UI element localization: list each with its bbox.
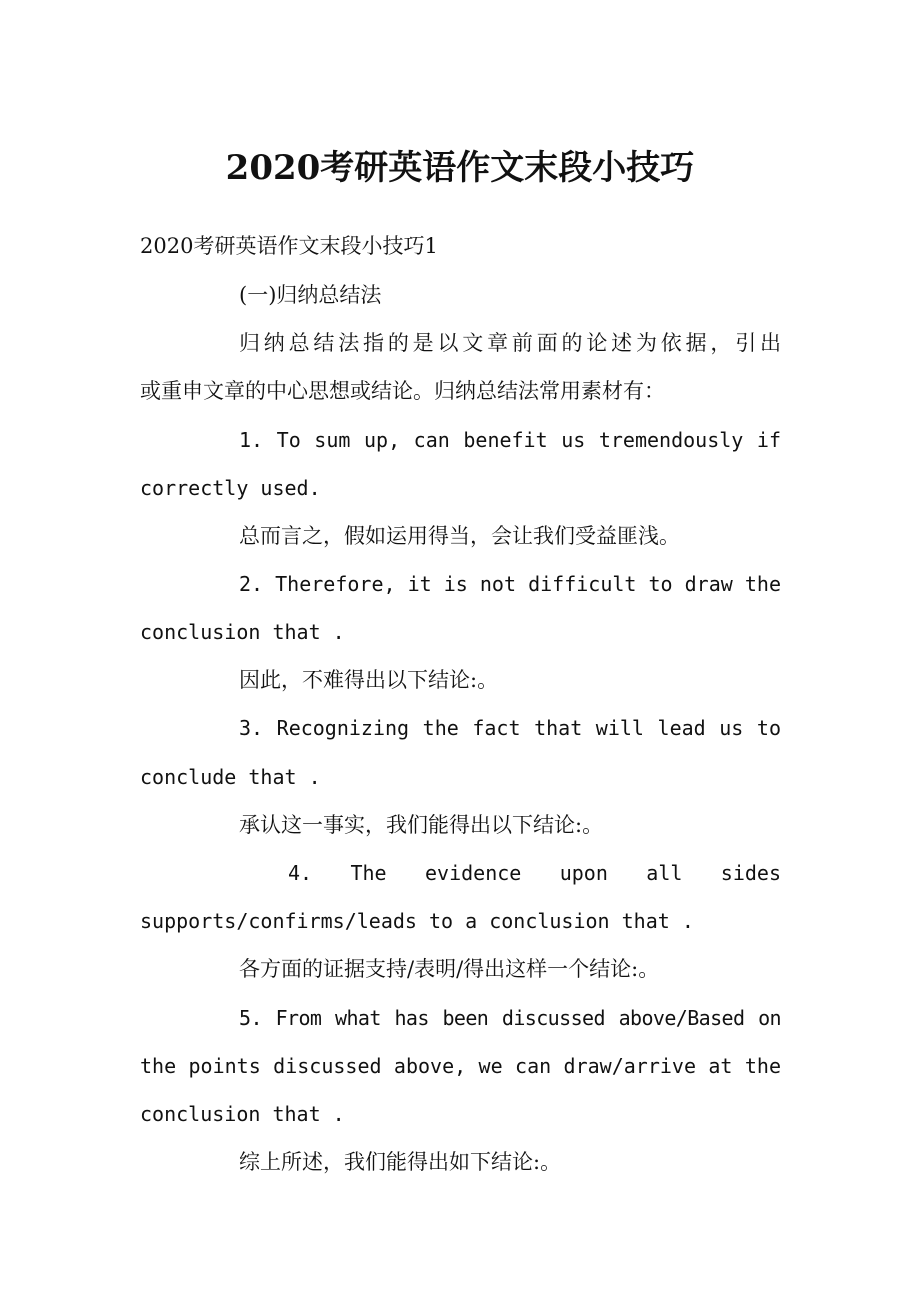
item-1-en-line-1: 1. To sum up, can benefit us tremendously if: [239, 428, 781, 452]
item-3-en-line-1: 3. Recognizing the fact that will lead us to: [239, 716, 781, 740]
item-3-zh: 承认这一事实，我们能得出以下结论:。: [239, 813, 604, 837]
item-2-zh: 因此，不难得出以下结论:。: [239, 668, 499, 692]
item-5-en-line-2: the points discussed above, we can draw/arrive at the: [140, 1054, 781, 1078]
item-4-en-line-1: 4. The evidence upon all sides: [288, 861, 781, 885]
item-5-en-line-1: 5. From what has been discussed above/Based on: [239, 1006, 781, 1030]
item-4-zh: 各方面的证据支持/表明/得出这样一个结论:。: [239, 957, 660, 981]
item-2-en-line-2: conclusion that .: [140, 620, 345, 644]
item-2-en-line-1: 2. Therefore, it is not difficult to draw the: [239, 572, 781, 596]
intro-line-2: 或重申文章的中心思想或结论。归纳总结法常用素材有：: [140, 379, 665, 403]
item-1-en-line-2: correctly used.: [140, 476, 321, 500]
item-1-zh: 总而言之，假如运用得当，会让我们受益匪浅。: [239, 524, 680, 548]
item-5-en-line-3: conclusion that .: [140, 1102, 345, 1126]
document-subtitle: 2020考研英语作文末段小技巧1: [140, 234, 438, 258]
intro-line-1: 归纳总结法指的是以文章前面的论述为依据，引出: [239, 331, 781, 355]
section-heading: (一)归纳总结法: [239, 283, 382, 307]
item-5-zh: 综上所述，我们能得出如下结论:。: [239, 1150, 562, 1174]
document-title: 2020考研英语作文末段小技巧: [225, 148, 695, 188]
item-4-en-line-2: supports/confirms/leads to a conclusion that .: [140, 909, 694, 933]
item-3-en-line-2: conclude that .: [140, 765, 321, 789]
